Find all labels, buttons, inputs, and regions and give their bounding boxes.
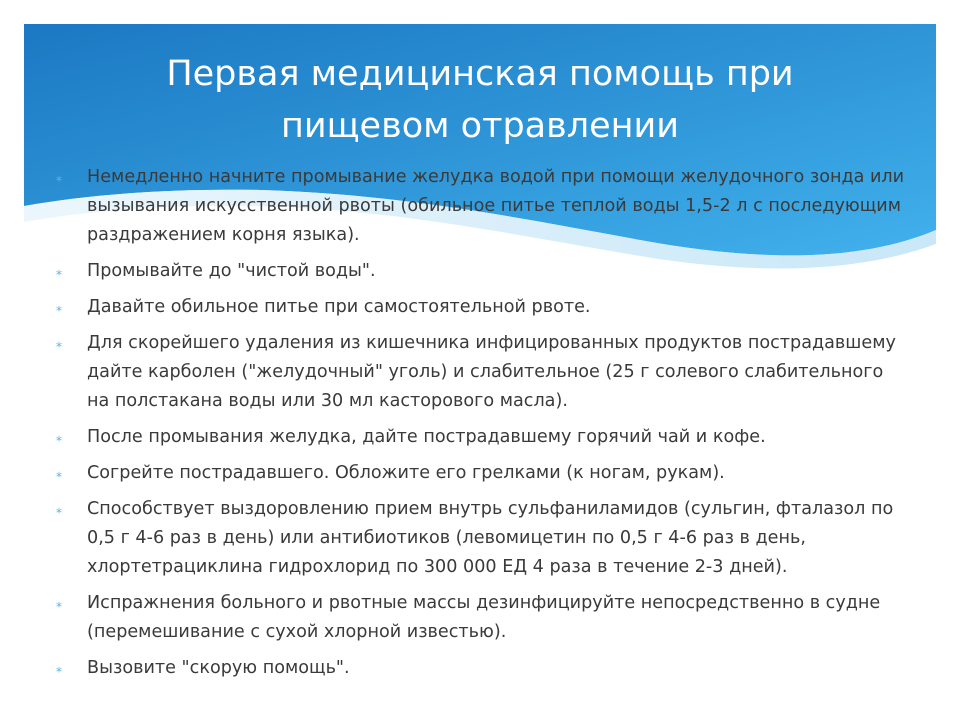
title-line-1: Первая медицинская помощь при xyxy=(166,54,794,94)
list-item-text: Давайте обильное питье при самостоятельной рвоте. xyxy=(87,297,591,317)
bullet-list xyxy=(56,163,910,690)
list-item-text: Согрейте пострадавшего. Обложите его грелками (к ногам, рукам). xyxy=(87,463,725,483)
list-item xyxy=(56,329,910,416)
bullet-icon: ⁎ xyxy=(56,430,62,444)
list-item xyxy=(56,495,910,582)
list-item xyxy=(56,423,910,452)
list-item xyxy=(56,163,910,250)
title-line-2: пищевом отравлении xyxy=(280,106,680,146)
list-item-text: Испражнения больного и рвотные массы дезинфицируйте непосредственно в судне (перемешивание с сухой хлорной известью). xyxy=(87,593,881,642)
list-item-text: Способствует выздоровлению прием внутрь сульфаниламидов (сульгин, фталазол по 0,5 г 4-6 раз в день) или антибиотиков (левомицетин по 0,5 г 4-6 раз в день, хлортетрациклина гидрохлорид по 300 000 ЕД 4 раза в течение 2-3 дней). xyxy=(87,499,894,577)
bullet-icon: ⁎ xyxy=(56,336,62,350)
bullet-icon: ⁎ xyxy=(56,300,62,314)
list-item xyxy=(56,589,910,647)
bullet-icon: ⁎ xyxy=(56,170,62,184)
bullet-icon: ⁎ xyxy=(56,596,62,610)
list-item-text: Вызовите "скорую помощь". xyxy=(87,658,350,678)
list-item-text: Для скорейшего удаления из кишечника инфицированных продуктов пострадавшему дайте карболен ("желудочный" уголь) и слабительное (25 г солевого слабительного на полстакана воды или 30 мл касторового масла). xyxy=(87,333,896,411)
list-item xyxy=(56,654,910,683)
bullet-icon: ⁎ xyxy=(56,264,62,278)
bullet-icon: ⁎ xyxy=(56,502,62,516)
list-item-text: Немедленно начните промывание желудка водой при помощи желудочного зонда или вызывания искусственной рвоты (обильное питье теплой воды 1,5-2 л с последующим раздражением корня языка). xyxy=(87,167,905,245)
list-item xyxy=(56,257,910,286)
list-item-text: После промывания желудка, дайте пострадавшему горячий чай и кофе. xyxy=(87,427,766,447)
list-item-text: Промывайте до "чистой воды". xyxy=(87,261,376,281)
slide-title xyxy=(60,48,900,152)
bullet-icon: ⁎ xyxy=(56,466,62,480)
list-item xyxy=(56,459,910,488)
list-item xyxy=(56,293,910,322)
bullet-icon: ⁎ xyxy=(56,661,62,675)
